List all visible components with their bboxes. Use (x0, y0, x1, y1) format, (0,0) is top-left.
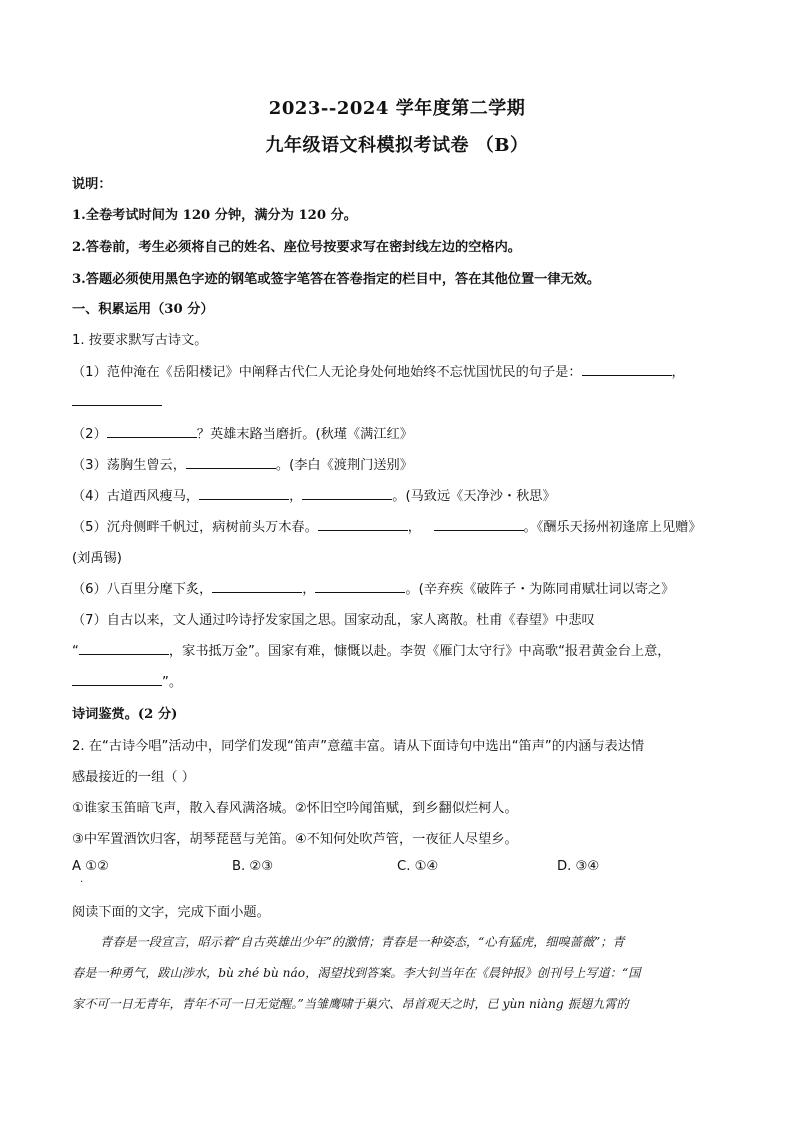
answer-blank[interactable] (79, 642, 169, 655)
option-a[interactable]: A ①② (72, 859, 109, 874)
answer-blank[interactable] (434, 518, 524, 531)
question-1-part-7: （7）自古以来，文人通过吟诗抒发家国之思。国家动乱，家人离散。杜甫《春望》中悲叹 (72, 613, 595, 628)
answer-blank[interactable] (582, 363, 672, 376)
part-2-text: ？英雄末路当磨折。(秋瑾《满江红》 (196, 427, 413, 442)
passage-line: 青春是一段宣言，昭示着“自古英雄出少年”的激情；青春是一种姿态，“心有猛虎，细嗅蔷薇”；青 (100, 935, 625, 949)
question-1-part-1-cont (72, 393, 162, 410)
poem-lines: ③中军置酒饮归客，胡琴琵琶与羌笛。④不知何处吹芦管，一夜征人尽望乡。 (72, 832, 518, 847)
answer-blank[interactable] (186, 456, 276, 469)
part-1-separator: ， (671, 365, 685, 380)
option-b[interactable]: B. ②③ (232, 859, 274, 874)
option-c[interactable]: C. ①④ (397, 859, 439, 874)
answer-blank[interactable] (72, 673, 162, 686)
close-quote: ”。 (162, 675, 183, 690)
question-1-part-1 (72, 361, 685, 380)
part-4-suffix: 。(马致远《天净沙・秋思》 (392, 489, 556, 504)
question-1-part-5-author: (刘禹锡) (72, 551, 122, 566)
instruction-item: 1.全卷考试时间为 120 分钟，满分为 120 分。 (72, 208, 357, 223)
poem-lines: ①谁家玉笛暗飞声，散入春风满洛城。②怀旧空吟闻笛赋，到乡翻似烂柯人。 (72, 801, 518, 816)
option-d[interactable]: D. ③④ (557, 859, 600, 874)
part-7-text: ，家书抵万金”。国家有难，慷慨以赴。李贺《雁门太守行》中高歌“报君黄金台上意， (168, 644, 671, 659)
exam-title-subject: 九年级语文科模拟考试卷 （B） (265, 135, 529, 156)
instruction-item: 3.答题必须使用黑色字迹的钢笔或签字笔答在答卷指定的栏目中，答在其他位置一律无效。 (72, 272, 601, 287)
answer-blank[interactable] (318, 518, 408, 531)
part-6-suffix: 。(辛弃疾《破阵子・为陈同甫赋壮词以寄之》 (405, 582, 675, 597)
answer-blank[interactable] (315, 580, 405, 593)
question-2-stem: 2. 在“古诗今唱”活动中，同学们发现“笛声”意蕴丰富。请从下面诗句中选出“笛声”的内涵与表达情 (72, 739, 645, 754)
part-4-mid: ， (289, 489, 303, 504)
part-5-mid: ， (407, 520, 421, 535)
part-6-text: （6）八百里分麾下炙， (72, 582, 213, 597)
instructions-heading: 说明： (72, 177, 112, 192)
answer-blank[interactable] (72, 393, 162, 406)
part-3-suffix: 。(李白《渡荆门送别》 (275, 458, 413, 473)
question-2-stem-cont: 感最接近的一组（ ） (72, 770, 195, 785)
open-quote: “ (72, 644, 79, 659)
question-1-part-2 (72, 423, 413, 442)
question-1-part-3 (72, 454, 413, 473)
question-1-part-6 (72, 578, 674, 597)
reading-intro: 阅读下面的文字，完成下面小题。 (72, 905, 270, 920)
question-1-part-7-line-3 (72, 671, 182, 690)
answer-blank[interactable] (107, 425, 197, 438)
answer-blank[interactable] (212, 580, 302, 593)
answer-blank[interactable] (199, 487, 289, 500)
instruction-item: 2.答卷前，考生必须将自己的姓名、座位号按要求写在密封线左边的空格内。 (72, 240, 521, 255)
question-1-part-5 (72, 516, 702, 535)
question-1-stem: 1. 按要求默写古诗文。 (72, 333, 208, 348)
part-1-text: （1）范仲淹在《岳阳楼记》中阐释古代仁人无论身处何地始终不忘忧国忧民的句子是： (72, 365, 582, 380)
passage-line: 春是一种勇气，跋山涉水，bù zhé bù náo，渴望找到答案。李大钊当年在《晨钟报》创刊号上写道：“国 (72, 966, 641, 980)
question-1-part-4 (72, 485, 556, 504)
part-2-prefix: （2） (72, 427, 107, 442)
part-6-mid: ， (302, 582, 316, 597)
part-5-text: （5）沉舟侧畔千帆过，病树前头万木春。 (72, 520, 318, 535)
passage-line: 家不可一日无青年，青年不可一日无觉醒。”当雏鹰啸于巢穴、昂首观天之时，已 yùn niàng 振翅九霄的 (72, 997, 629, 1011)
answer-blank[interactable] (302, 487, 392, 500)
part-5-suffix: 。《酬乐天扬州初逢席上见赠》 (523, 520, 702, 535)
question-1-part-7-line-2 (72, 640, 670, 659)
stray-dot: . (80, 874, 84, 885)
section-heading-poetry: 诗词鉴赏。(2 分) (72, 707, 178, 722)
exam-title-term: 2023--2024 学年度第二学期 (268, 98, 526, 119)
part-4-text: （4）古道西风瘦马， (72, 489, 200, 504)
section-heading-accumulation: 一、积累运用（30 分） (72, 302, 214, 317)
part-3-text: （3）荡胸生曾云， (72, 458, 186, 473)
